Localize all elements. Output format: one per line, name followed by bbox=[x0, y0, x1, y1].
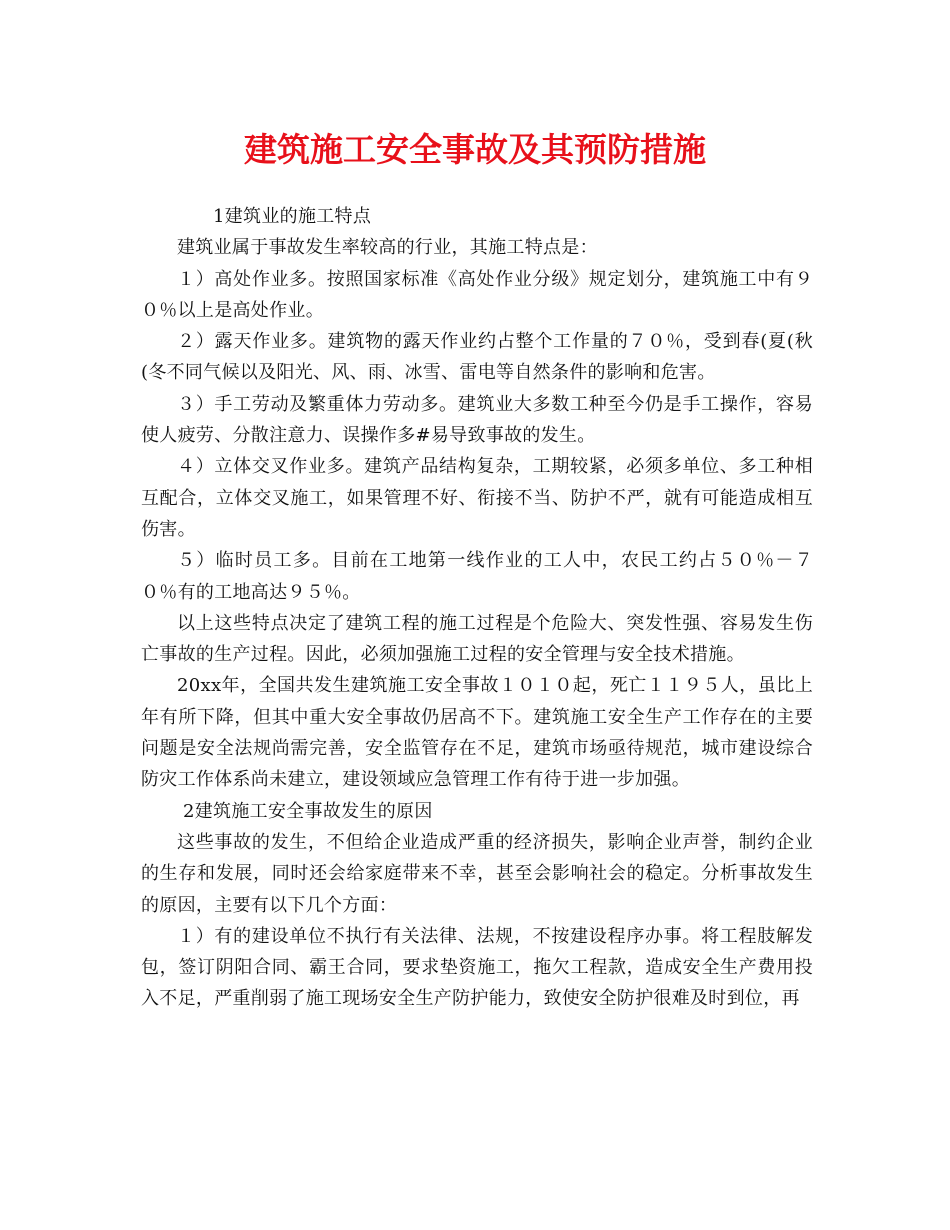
paragraph: 以上这些特点决定了建筑工程的施工过程是个危险大、突发性强、容易发生伤亡事故的生产过程。因此，必须加强施工过程的安全管理与安全技术措施。 bbox=[141, 612, 813, 666]
paragraph: 建筑业属于事故发生率较高的行业，其施工特点是： bbox=[177, 237, 598, 259]
paragraph: ５）临时员工多。目前在工地第一线作业的工人中，农民工约占５０％－７０％有的工地高达９５％。 bbox=[141, 550, 813, 603]
document-title: 建筑施工安全事故及其预防措施 bbox=[244, 130, 706, 169]
section-heading: 2建筑施工安全事故发生的原因 bbox=[183, 800, 433, 822]
paragraph: １）高处作业多。按照国家标准《高处作业分级》规定划分，建筑施工中有９０％以上是高处作业。 bbox=[141, 268, 813, 321]
paragraph: ２）露天作业多。建筑物的露天作业约占整个工作量的７０％，受到春(夏(秋(冬不同气候以及阳光、风、雨、冰雪、雷电等自然条件的影响和危害。 bbox=[141, 331, 813, 384]
paragraph: １）有的建设单位不执行有关法律、法规，不按建设程序办事。将工程肢解发包，签订阴阳合同、霸王合同，要求垫资施工，拖欠工程款，造成安全生产费用投入不足，严重削弱了施工现场安全生产防护能力，致使安全防护很难及时到位，再 bbox=[141, 925, 813, 1010]
paragraph: 20xx年，全国共发生建筑施工安全事故１０１０起，死亡１１９５人，虽比上年有所下降，但其中重大安全事故仍居高不下。建筑施工安全生产工作存在的主要问题是安全法规尚需完善，安全监管存在不足，建筑市场亟待规范，城市建设综合防灾工作体系尚未建立，建设领域应急管理工作有待于进一步加强。 bbox=[141, 675, 813, 791]
paragraph: ３）手工劳动及繁重体力劳动多。建筑业大多数工种至今仍是手工操作，容易使人疲劳、分散注意力、误操作多#易导致事故的发生。 bbox=[141, 393, 813, 447]
paragraph: ４）立体交叉作业多。建筑产品结构复杂，工期较紧，必须多单位、多工种相互配合，立体交叉施工，如果管理不好、衔接不当、防护不严，就有可能造成相互伤害。 bbox=[141, 456, 813, 540]
document-body bbox=[141, 201, 813, 1015]
paragraph: 这些事故的发生，不但给企业造成严重的经济损失，影响企业声誉，制约企业的生存和发展，同时还会给家庭带来不幸，甚至会影响社会的稳定。分析事故发生的原因，主要有以下几个方面： bbox=[141, 831, 813, 916]
section-heading: 1建筑业的施工特点 bbox=[213, 206, 372, 227]
